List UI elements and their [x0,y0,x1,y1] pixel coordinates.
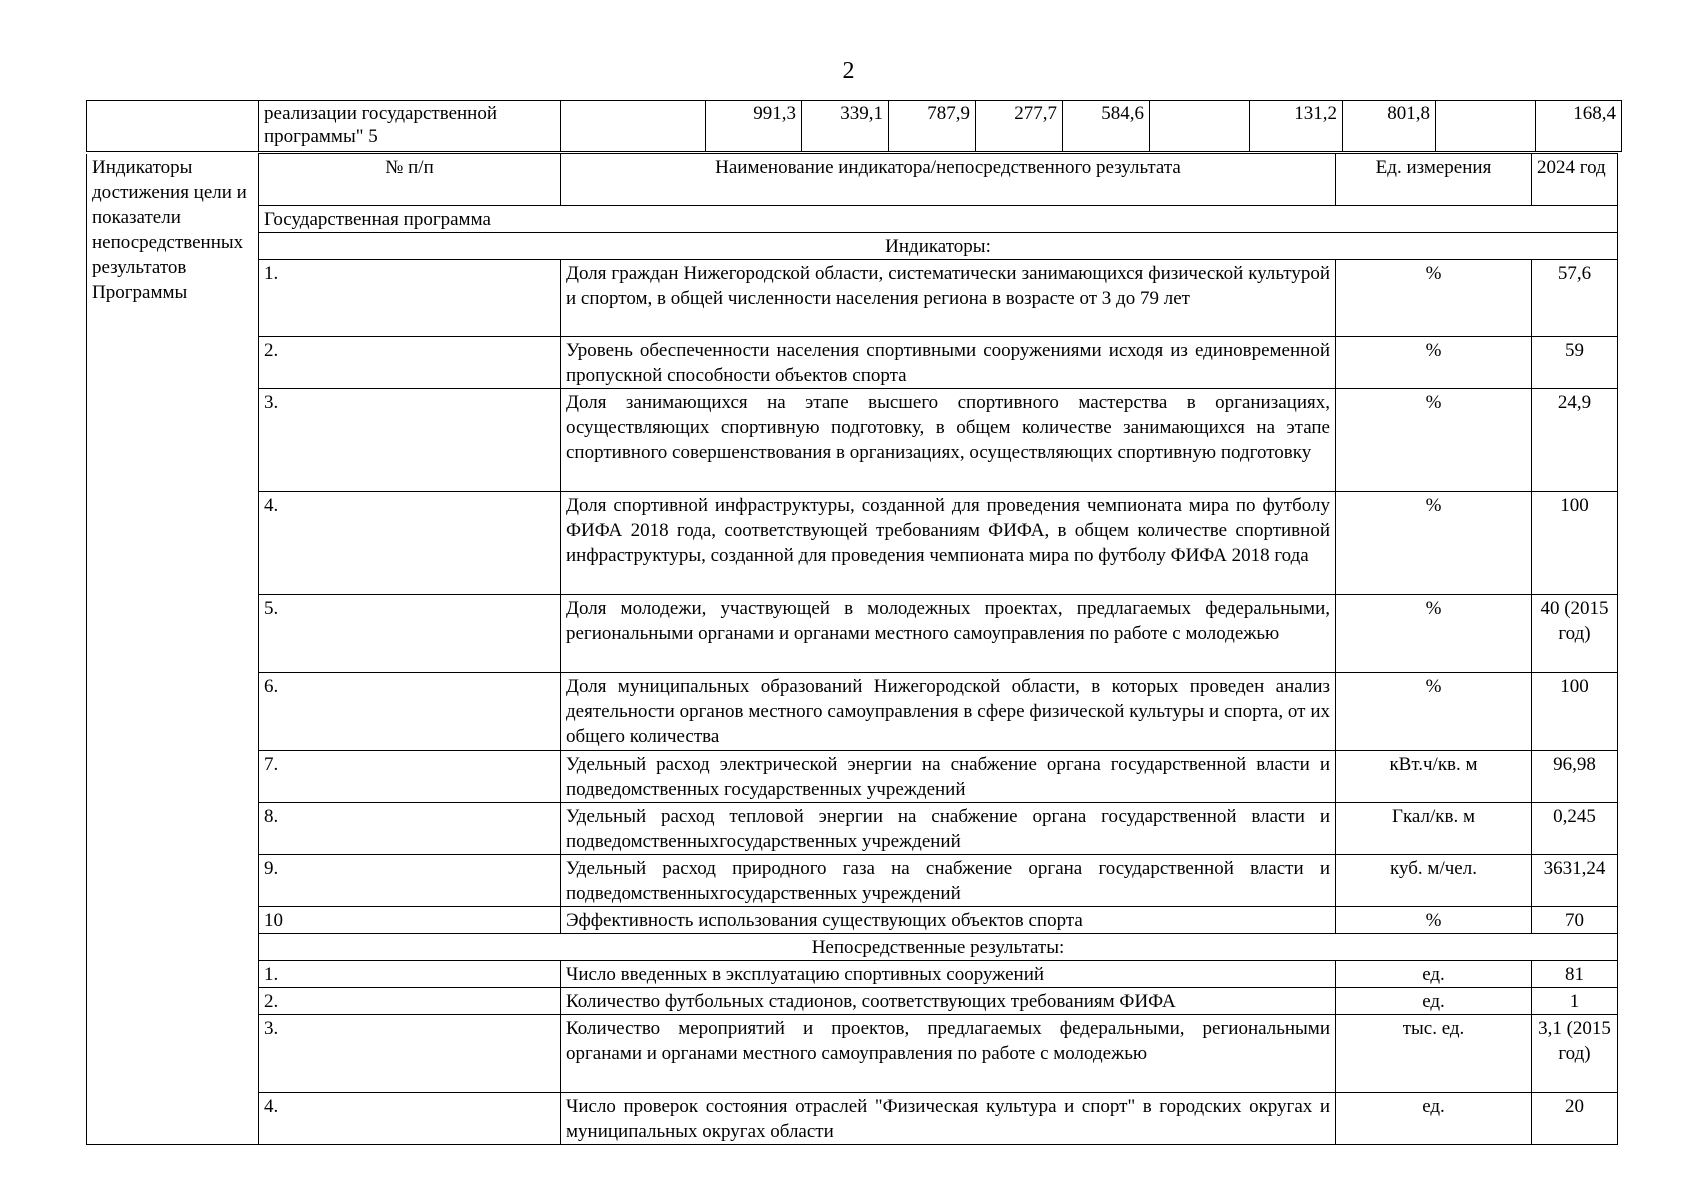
row-value: 100 [1532,492,1618,595]
header-num: № п/п [259,154,561,206]
row-value: 3631,24 [1532,855,1618,907]
row-unit: % [1336,492,1532,595]
row-unit: Гкал/кв. м [1336,803,1532,855]
row-name: Удельный расход электрической энергии на снабжение органа государственной власти и подведомственных государственных учреждений [561,751,1336,803]
row-unit: % [1336,907,1532,934]
row-value: 70 [1532,907,1618,934]
value-cell: 991,3 [706,101,802,152]
table-row [87,595,1618,673]
row-value: 100 [1532,673,1618,751]
indicators-table [86,153,1618,1145]
row-value: 40 (2015 год) [1532,595,1618,673]
row-num: 6. [259,673,561,751]
row-unit: кВт.ч/кв. м [1336,751,1532,803]
table-row [87,855,1618,907]
row-value: 81 [1532,961,1618,988]
program-row [87,206,1618,233]
row-name: Количество мероприятий и проектов, предлагаемых федеральными, региональными органами и органами местного самоуправления по работе с молодежью [561,1015,1336,1093]
row-unit: % [1336,337,1532,389]
row-unit: ед. [1336,988,1532,1015]
value-cell: 584,6 [1063,101,1150,152]
table-row [87,260,1618,337]
row-num: 1. [259,260,561,337]
row-label: реализации государственной программы" 5 [259,101,561,152]
row-value: 20 [1532,1093,1618,1145]
results-title: Непосредственные результаты: [259,934,1618,961]
header-name: Наименование индикатора/непосредственного результата [561,154,1336,206]
table-row [87,101,1622,152]
row-num: 3. [259,389,561,492]
row-value: 24,9 [1532,389,1618,492]
row-num: 3. [259,1015,561,1093]
table-row [87,1015,1618,1093]
row-unit: ед. [1336,1093,1532,1145]
row-value: 3,1 (2015 год) [1532,1015,1618,1093]
section-row [87,233,1618,260]
row-name: Количество футбольных стадионов, соответствующих требованиям ФИФА [561,988,1336,1015]
row-name: Доля занимающихся на этапе высшего спортивного мастерства в организациях, осуществляющих спортивную подготовку, в общем количестве занимающихся на этапе спортивного совершенствования в организациях, осуществляющих спортивную подготовку [561,389,1336,492]
row-unit: % [1336,260,1532,337]
row-value: 59 [1532,337,1618,389]
row-unit: тыс. ед. [1336,1015,1532,1093]
row-num: 4. [259,492,561,595]
empty-cell [87,101,259,152]
row-unit: % [1336,673,1532,751]
value-cell: 131,2 [1250,101,1343,152]
side-label: Индикаторы достижения цели и показатели непосредственных результатов Программы [87,154,259,1145]
header-unit: Ед. измерения [1336,154,1532,206]
row-name: Удельный расход природного газа на снабжение органа государственной власти и подведомственныхгосударственных учреждений [561,855,1336,907]
table-row [87,337,1618,389]
table-row [87,751,1618,803]
financing-table-continuation [86,100,1622,152]
table-row [87,1093,1618,1145]
value-cell [1436,101,1536,152]
row-value: 96,98 [1532,751,1618,803]
value-cell [561,101,706,152]
row-name: Число проверок состояния отраслей "Физическая культура и спорт" в городских округах и муниципальных округах области [561,1093,1336,1145]
value-cell: 787,9 [889,101,976,152]
row-value: 57,6 [1532,260,1618,337]
row-num: 4. [259,1093,561,1145]
header-year: 2024 год [1532,154,1618,206]
table-row [87,389,1618,492]
table-row [87,961,1618,988]
row-name: Доля муниципальных образований Нижегородской области, в которых проведен анализ деятельности органов местного самоуправления в сфере физической культуры и спорта, от их общего количества [561,673,1336,751]
table-row [87,803,1618,855]
row-num: 8. [259,803,561,855]
row-name: Число введенных в эксплуатацию спортивных сооружений [561,961,1336,988]
value-cell [1150,101,1250,152]
row-name: Доля граждан Нижегородской области, систематически занимающихся физической культурой и спортом, в общей численности населения региона в возрасте от 3 до 79 лет [561,260,1336,337]
table-row [87,907,1618,934]
row-num: 10 [259,907,561,934]
table-row [87,988,1618,1015]
value-cell: 801,8 [1343,101,1436,152]
row-value: 0,245 [1532,803,1618,855]
page-number: 2 [842,58,855,84]
row-num: 7. [259,751,561,803]
indicators-title: Индикаторы: [259,233,1618,260]
row-num: 2. [259,337,561,389]
row-num: 5. [259,595,561,673]
row-name: Уровень обеспеченности населения спортивными сооружениями исходя из единовременной пропускной способности объектов спорта [561,337,1336,389]
row-unit: ед. [1336,961,1532,988]
row-unit: % [1336,595,1532,673]
row-name: Доля спортивной инфраструктуры, созданной для проведения чемпионата мира по футболу ФИФА 2018 года, соответствующей требованиям ФИФА, в общем количестве спортивной инфраструктуры, созданной для проведения чемпионата мира по футболу ФИФА 2018 года [561,492,1336,595]
row-unit: куб. м/чел. [1336,855,1532,907]
table-row [87,492,1618,595]
row-value: 1 [1532,988,1618,1015]
section-row [87,934,1618,961]
row-name: Доля молодежи, участвующей в молодежных проектах, предлагаемых федеральными, региональными органами и органами местного самоуправления по работе с молодежью [561,595,1336,673]
program-label: Государственная программа [259,206,1618,233]
header-row [87,154,1618,206]
row-name: Удельный расход тепловой энергии на снабжение органа государственной власти и подведомственныхгосударственных учреждений [561,803,1336,855]
table-row [87,673,1618,751]
row-unit: % [1336,389,1532,492]
row-num: 2. [259,988,561,1015]
row-num: 1. [259,961,561,988]
row-num: 9. [259,855,561,907]
row-name: Эффективность использования существующих объектов спорта [561,907,1336,934]
value-cell: 277,7 [976,101,1063,152]
value-cell: 168,4 [1536,101,1622,152]
value-cell: 339,1 [802,101,889,152]
